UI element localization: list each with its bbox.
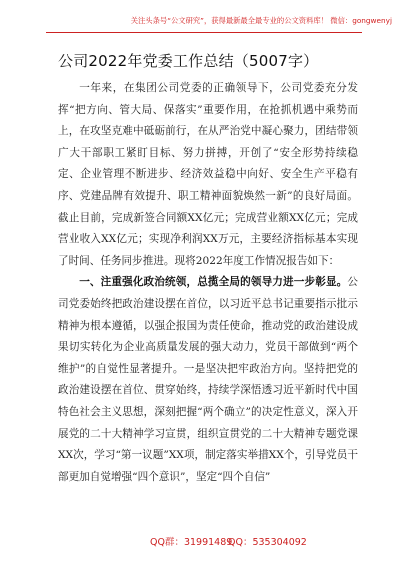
document-title: 公司2022年党委工作总结（5007字） [58,52,319,70]
section-1-heading: 一、注重强化政治统领，总揽全局的领导力进一步彰显。 [79,276,348,289]
document-body [58,78,358,488]
paragraph-section-1 [58,272,358,488]
page-footer [0,534,408,548]
section-1-body: 公司党委始终把政治建设摆在首位，以习近平总书记重要指示批示精神为根本遵循，以强企报国为责任使命，推动党的政治建设成果切实转化为企业高质量发展的强大动力，党员干部做到“两个维护”的自觉性显著提升。一是坚决把牢政治方向。坚持把党的政治建设摆在首位、贯穿始终，持续学深悟透习近平新时代中国特色社会主义思想，深刻把握“两个确立”的决定性意义，深入开展党的二十大精神学习宣贯，组织宣贯党的二十大精神专题党课XX次，学习“第一议题”XX项，制定落实举措XX个，引导党员干部更加自觉增强“四个意识”，坚定“四个自信” [58,276,358,483]
footer-qq-group: QQ群：31991489 [150,537,233,548]
header-banner-text: 关注头条号“公文研究”，获得最新最全最专业的公文资料库！ 微信：gongwenyj [130,16,392,25]
header-divider [46,32,362,33]
paragraph-intro: 一年来，在集团公司党委的正确领导下，公司党委充分发挥“把方向、管大局、保落实”重要作用，在抢抓机遇中乘势而上，在攻坚克难中砥砺前行，在从严治党中凝心聚力，团结带领广大干部职工紧盯目标、努力拼搏，开创了“安全形势持续稳定、企业管理不断进步、经济效益稳中向好、安全生产平稳有序、党建品牌有效提升、职工精神面貌焕然一新”的良好局面。截止目前，完成新签合同额XX亿元；完成营业额XX亿元；完成营业收入XX亿元；实现净利润XX万元，主要经济指标基本实现了时间、任务同步推进。现将2022年度工作情况报告如下： [58,82,358,267]
footer-qq-contact: QQ：535304092 [228,537,307,548]
